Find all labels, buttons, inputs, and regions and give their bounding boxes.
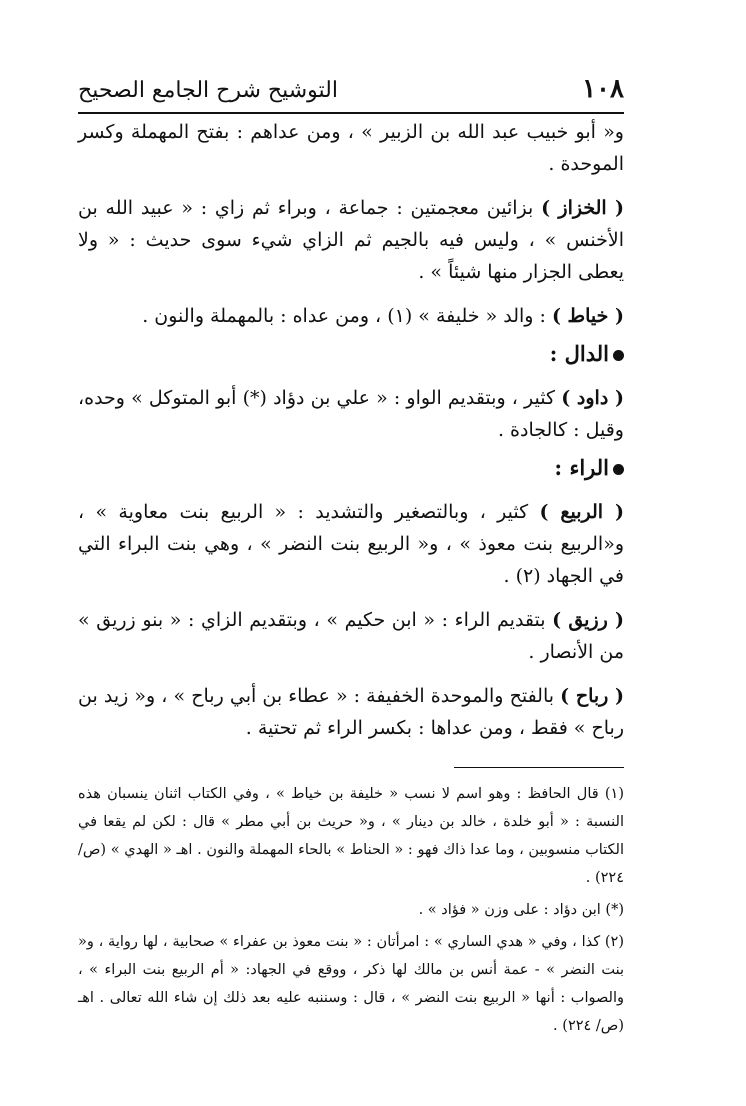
- footnote: (١) قال الحافظ : وهو اسم لا نسب « خليفة بن خياط » ، وفي الكتاب اثنان ينسبان هذه النسبة : « أبو خلدة ، خالد بن دينار » ، و« حريث بن أبي مطر » قال : لكن لم يقعا في الكتاب منسوبين ، وما عدا ذاك فهو : « الحناط » بالحاء المهملة والنون . اهـ « الهدي » (ص/ ٢٢٤) .: [78, 786, 624, 886]
- page-header: [78, 70, 624, 114]
- footnotes: [78, 780, 624, 1044]
- bullet-icon: [613, 350, 624, 361]
- entry-text: كثير ، وبتقديم الواو : « علي بن دؤاد (*) أبو المتوكل » وحده، وقيل : كالجادة .: [78, 387, 624, 441]
- section-heading-ra: [78, 452, 624, 484]
- entry-term: ( خياط ): [551, 305, 624, 327]
- running-title: التوشيح شرح الجامع الصحيح: [78, 78, 338, 103]
- paragraph: [78, 192, 624, 288]
- entry-text: و« أبو خبيب عبد الله بن الزبير » ، ومن عداهم : بفتح المهملة وكسر الموحدة .: [78, 121, 624, 175]
- footnote: (*) ابن دؤاد : على وزن « فؤاد » .: [418, 902, 624, 918]
- paragraph: [78, 496, 624, 592]
- entry-text: كثير ، وبالتصغير والتشديد : « الربيع بنت معاوية » ، و«الربيع بنت معوذ » ، و« الربيع بنت النضر » ، وهي بنت البراء التي في الجهاد (٢) .: [78, 501, 624, 587]
- entry-term: ( رباح ): [560, 685, 625, 707]
- main-text: [78, 116, 624, 756]
- section-heading-dal: [78, 338, 624, 370]
- entry-text: بزائين معجمتين : جماعة ، وبراء ثم زاي : « عبيد الله بن الأخنس » ، وليس فيه بالجيم ثم الزاي شيء سوى حديث : « ولا يعطى الجزار منها شيئاً » .: [78, 197, 624, 283]
- paragraph: [78, 300, 624, 332]
- paragraph: [78, 382, 624, 446]
- paragraph: [78, 604, 624, 668]
- entry-term: ( داود ): [561, 387, 625, 409]
- entry-text: بتقديم الراء : « ابن حكيم » ، وبتقديم الزاي : « بنو زريق » من الأنصار .: [78, 609, 624, 663]
- entry-term: ( رزيق ): [552, 609, 624, 631]
- section-heading-label: الراء :: [554, 455, 609, 480]
- entry-text: : والد « خليفة » (١) ، ومن عداه : بالمهملة والنون .: [142, 305, 552, 327]
- bullet-icon: [613, 464, 624, 475]
- section-heading-label: الدال :: [549, 341, 609, 366]
- footnote-divider: [454, 767, 624, 768]
- paragraph: [78, 680, 624, 744]
- paragraph: [78, 116, 624, 180]
- entry-term: ( الخزاز ): [541, 197, 624, 219]
- entry-text: بالفتح والموحدة الخفيفة : « عطاء بن أبي رباح » ، و« زيد بن رباح » فقط ، ومن عداها : بكسر الراء ثم تحتية .: [78, 685, 624, 739]
- entry-term: ( الربيع ): [539, 501, 624, 523]
- footnote: (٢) كذا ، وفي « هدي الساري » : امرأتان : « بنت معوذ بن عفراء » صحابية ، لها رواية ، و« بنت النضر » - عمة أنس بن مالك لها ذكر ، ووقع في الجهاد: « أم الربيع بنت البراء » ، والصواب : أنها « الربيع بنت النضر » ، قال : وسننبه عليه بعد ذلك إن شاء الله تعالى . اهـ (ص/ ٢٢٤) .: [78, 934, 624, 1034]
- page-number: ١٠٨: [582, 74, 624, 104]
